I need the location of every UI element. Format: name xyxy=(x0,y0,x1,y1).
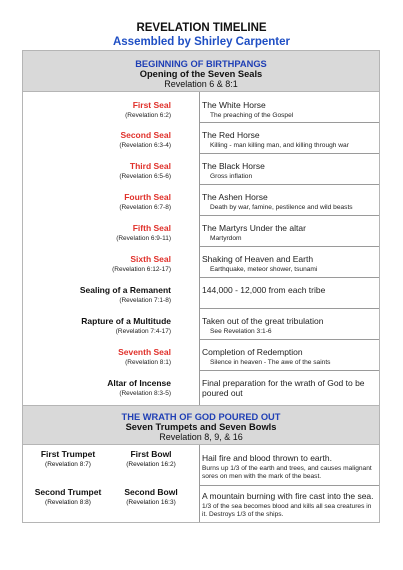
event-name: Sealing of a Remanent xyxy=(79,285,171,295)
event-name: Second Seal xyxy=(120,130,171,140)
row-divider xyxy=(199,485,379,486)
event-description: A mountain burning with fire cast into the sea. xyxy=(202,491,374,501)
event-reference: (Revelation 6:7-8) xyxy=(119,204,171,211)
event-description: 144,000 - 12,000 from each tribe xyxy=(202,285,326,295)
event-reference: (Revelation 8:1) xyxy=(125,359,171,366)
row-divider xyxy=(199,215,379,216)
event-detail: 1/3 of the sea becomes blood and kills all sea creatures in it. Destroys 1/3 of the ships. xyxy=(202,503,372,518)
event-name: Sixth Seal xyxy=(130,254,171,264)
bowl-name: First Bowl xyxy=(130,449,172,459)
row-divider xyxy=(199,370,379,371)
trumpet-name: Second Trumpet xyxy=(34,487,102,497)
event-reference: (Revelation 6:2) xyxy=(125,112,171,119)
event-detail: Death by war, famine, pestilence and wild beasts xyxy=(210,204,353,211)
event-detail: The preaching of the Gospel xyxy=(210,112,294,119)
event-description: The Ashen Horse xyxy=(202,192,268,202)
event-description: The Black Horse xyxy=(202,161,265,171)
row-divider xyxy=(199,122,379,123)
event-description: The White Horse xyxy=(202,100,266,110)
bowl-name: Second Bowl xyxy=(124,487,178,497)
event-detail: Earthquake, meteor shower, tsunami xyxy=(210,266,318,273)
section-title: THE WRATH OF GOD POURED OUT xyxy=(121,412,281,422)
event-description: Completion of Redemption xyxy=(202,347,303,357)
seals-table xyxy=(22,92,380,405)
event-description: The Red Horse xyxy=(202,130,260,140)
section-title: BEGINNING OF BIRTHPANGS xyxy=(135,59,267,69)
section-reference: Revelation 6 & 8:1 xyxy=(164,79,238,89)
section-header-birthpangs xyxy=(22,50,380,92)
event-detail: Martyrdom xyxy=(210,235,242,242)
section-reference: Revelation 8, 9, & 16 xyxy=(159,432,243,442)
event-description: The Martyrs Under the altar xyxy=(202,223,306,233)
event-detail: Killing - man killing man, and killing through war xyxy=(210,142,349,149)
trumpet-reference: (Revelation 8:7) xyxy=(45,461,91,468)
row-divider xyxy=(199,153,379,154)
row-divider xyxy=(199,184,379,185)
event-reference: (Revelation 7:1-8) xyxy=(119,297,171,304)
event-name: Altar of Incense xyxy=(107,378,171,388)
trumpet-name: First Trumpet xyxy=(40,449,96,459)
event-name: First Seal xyxy=(132,100,171,110)
event-description: Taken out of the great tribulation xyxy=(202,316,324,326)
row-divider xyxy=(199,339,379,340)
event-reference: (Revelation 8:3-5) xyxy=(119,390,171,397)
table-row xyxy=(23,449,379,485)
event-name: Fourth Seal xyxy=(124,192,171,202)
event-name: Third Seal xyxy=(129,161,171,171)
page-title: REVELATION TIMELINE xyxy=(136,22,267,34)
table-row xyxy=(23,487,379,523)
row-divider xyxy=(199,308,379,309)
section-subtitle: Seven Trumpets and Seven Bowls xyxy=(125,422,277,432)
column-divider xyxy=(199,92,200,405)
event-reference: (Revelation 6:12-17) xyxy=(112,266,171,273)
event-description: Hail fire and blood thrown to earth. xyxy=(202,453,332,463)
event-name: Rapture of a Multitude xyxy=(81,316,171,326)
trumpet-reference: (Revelation 8:8) xyxy=(45,499,91,506)
event-name: Fifth Seal xyxy=(132,223,171,233)
event-name: Seventh Seal xyxy=(118,347,171,357)
event-reference: (Revelation 6:9-11) xyxy=(116,235,171,242)
row-divider xyxy=(199,277,379,278)
event-reference: (Revelation 6:5-6) xyxy=(119,173,171,180)
event-detail: See Revelation 3:1-6 xyxy=(210,328,272,335)
event-detail: Silence in heaven - The awe of the saints xyxy=(210,359,331,366)
page-subtitle: Assembled by Shirley Carpenter xyxy=(112,36,291,48)
row-divider xyxy=(199,246,379,247)
bowl-reference: (Revelation 16:2) xyxy=(126,461,176,468)
event-reference: (Revelation 6:3-4) xyxy=(119,142,171,149)
bowl-reference: (Revelation 16:3) xyxy=(126,499,176,506)
event-description: Final preparation for the wrath of God to be poured out xyxy=(202,378,365,398)
event-detail: Burns up 1/3 of the earth and trees, and causes malignant sores on men with the mark of the beast. xyxy=(202,465,372,480)
event-description: Shaking of Heaven and Earth xyxy=(202,254,314,264)
event-reference: (Revelation 7:4-17) xyxy=(115,328,171,335)
trumpets-bowls-table xyxy=(22,445,380,523)
event-detail: Gross inflation xyxy=(210,173,253,180)
section-subtitle: Opening of the Seven Seals xyxy=(139,69,263,79)
section-header-wrath xyxy=(22,405,380,445)
